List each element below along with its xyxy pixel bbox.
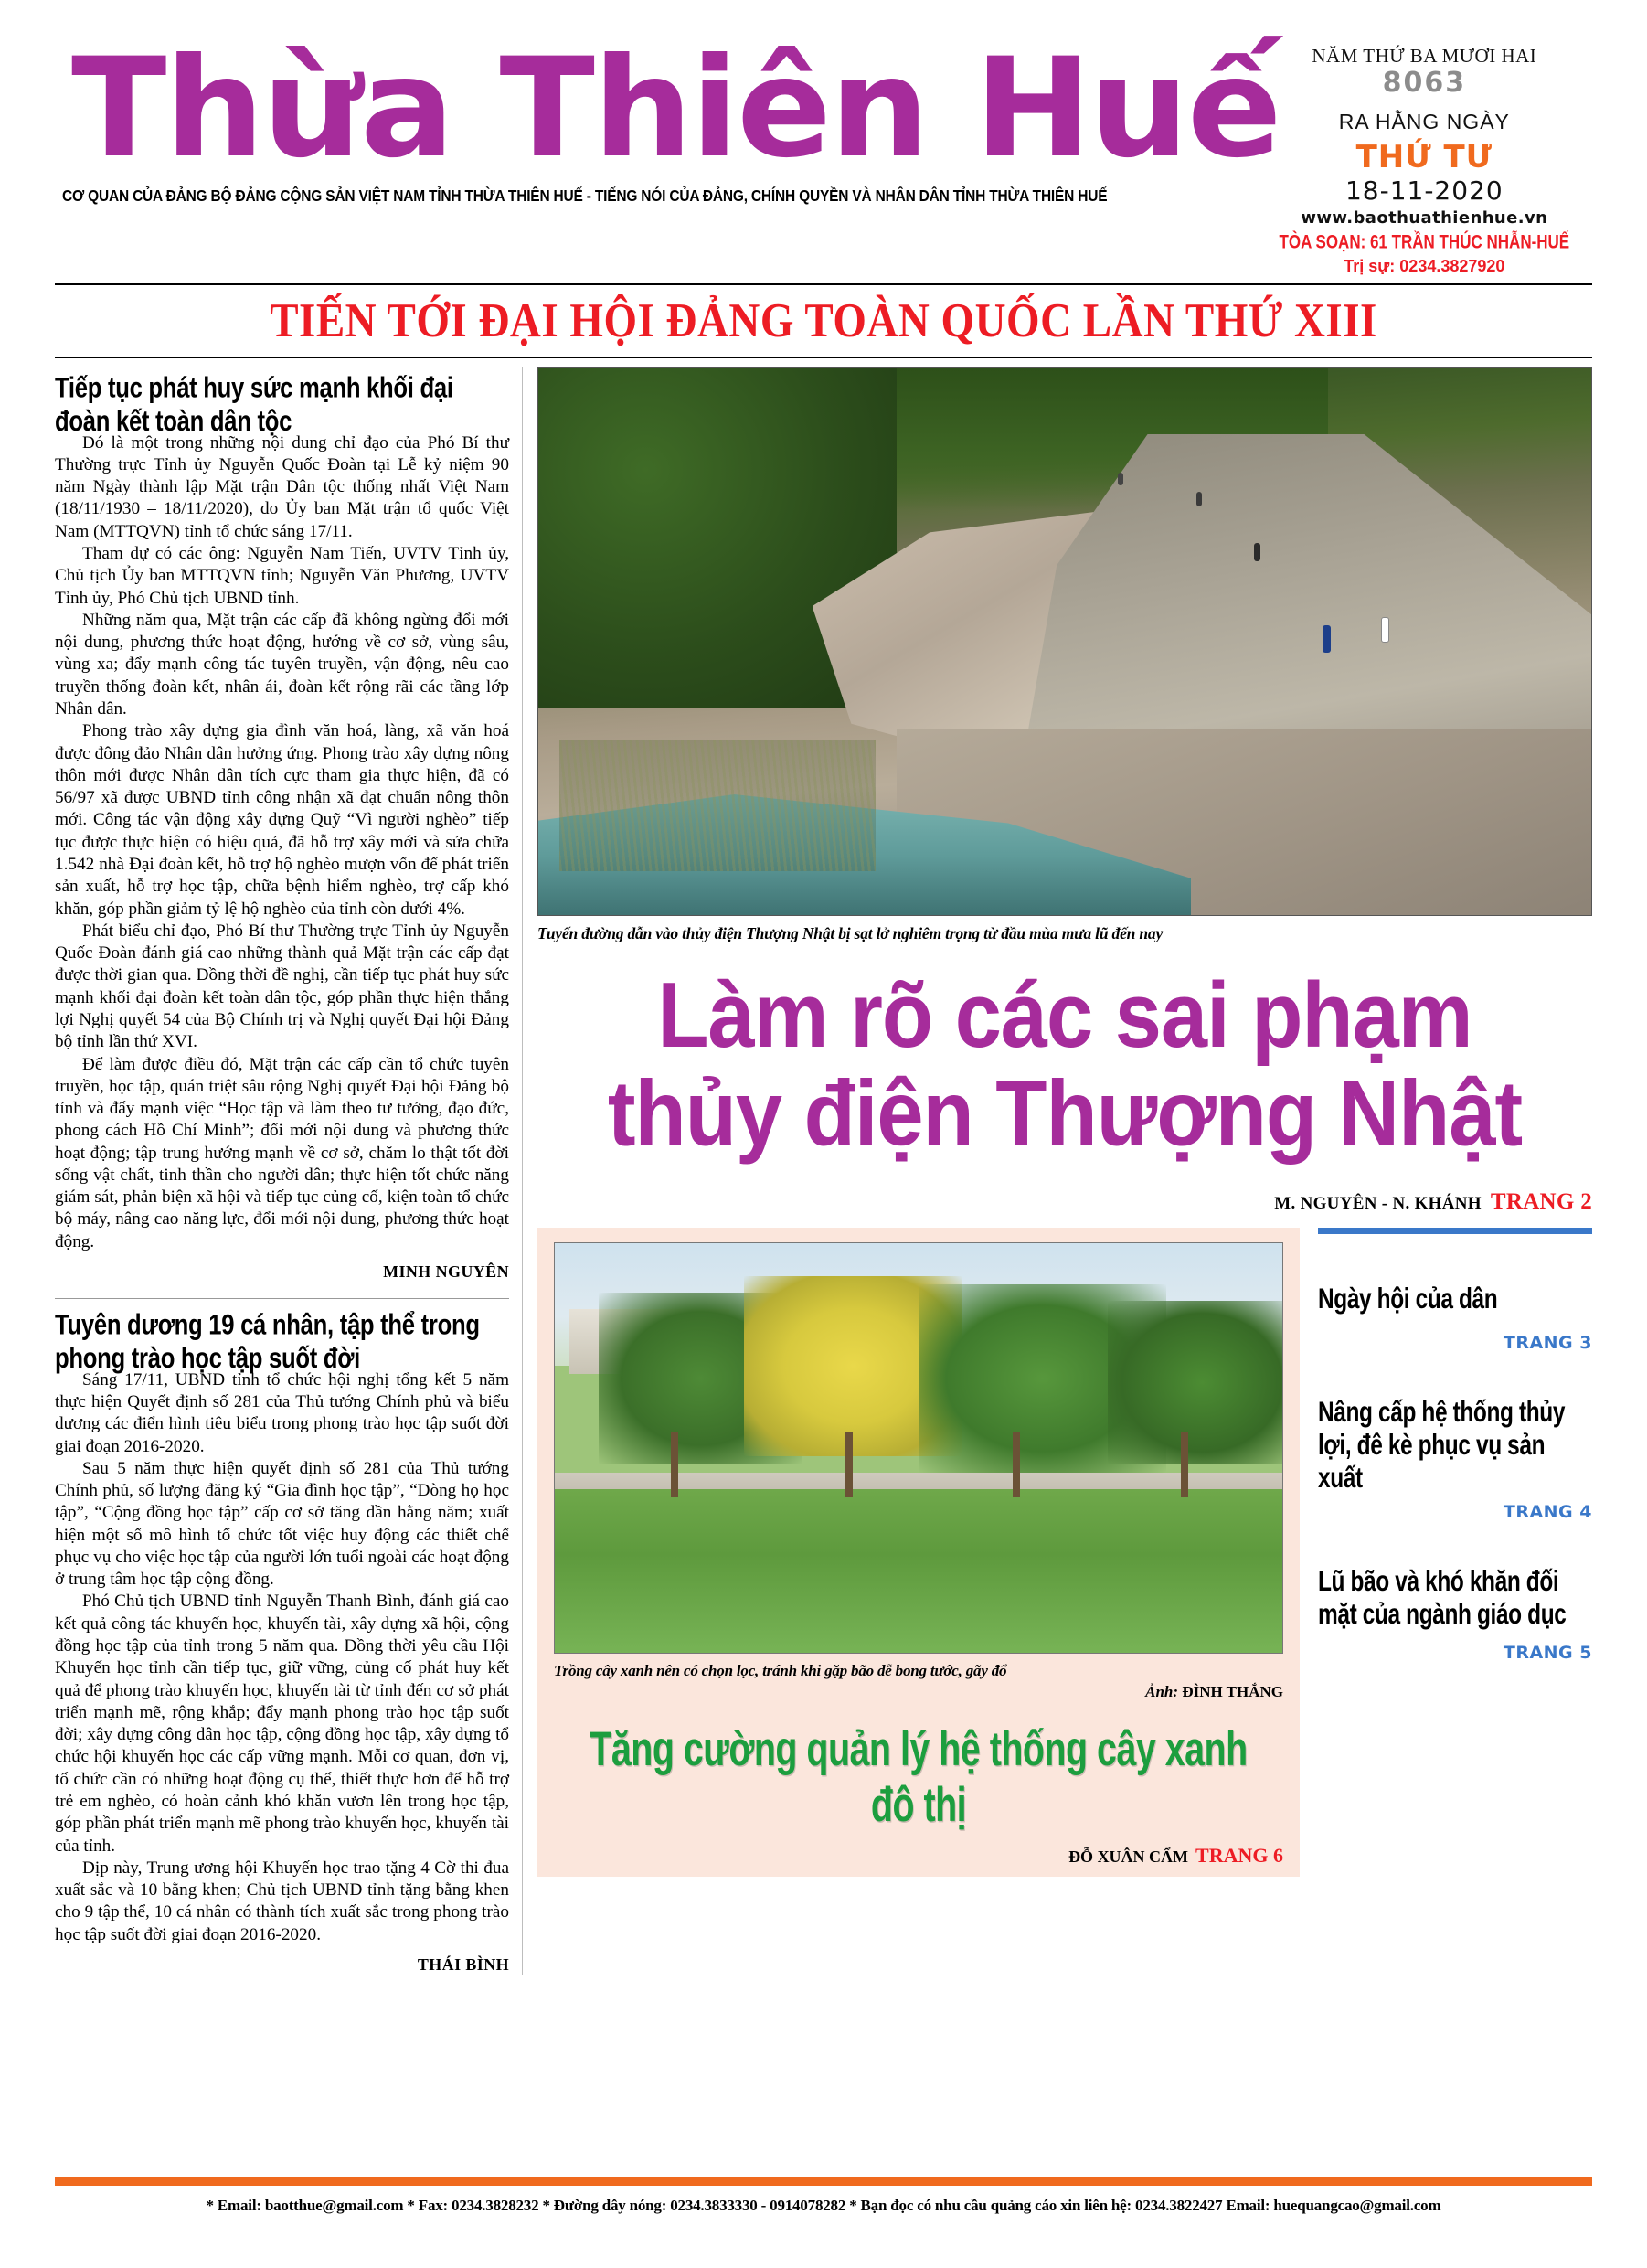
photo2-tree-trunk (1013, 1432, 1020, 1497)
paragraph: Đó là một trong những nội dung chỉ đạo của Phó Bí thư Thường trực Tỉnh ủy Nguyễn Quốc Đoàn tại Lễ kỷ niệm 90 năm Ngày thành lập Mặt trận Dân tộc thống nhất Việt Nam (18/11/1930 – 18/11/2020), do Ủy ban Mặt trận tổ quốc Việt Nam (MTTQVN) tỉnh tổ chức sáng 17/11. (55, 432, 509, 541)
lower-section (537, 1228, 1592, 1877)
paragraph: Sáng 17/11, UBND tỉnh tổ chức hội nghị tổng kết 5 năm thực hiện Quyết định số 281 của Thủ tướng Chính phủ và biểu dương các điển hình tiêu biểu trong phong trào học tập suốt đời giai đoạn 2016-2020. (55, 1369, 509, 1456)
paragraph: Phó Chủ tịch UBND tỉnh Nguyễn Thanh Bình, đánh giá cao kết quả công tác khuyến học, khuyến tài, xây dựng xã hội, cộng đồng học tập của tỉnh trong 5 năm qua. Đồng thời yêu cầu Hội Khuyến học tỉnh cần tiếp tục, giữ vững, củng cố phát huy kết quả để phong trào khuyến học, khuyến tài từ tỉnh đến cơ sở phát triển mạnh mẽ, rộng khắp; đẩy mạnh phong trào học tập suốt đời; xây dựng công dân học tập, cộng đồng học tập, xây dựng tổ chức hội khuyến học các cấp vững mạnh. Mỗi cơ quan, đơn vị, tổ chức cần có những hoạt động cụ thể, thiết thực hơn để hỗ trợ trẻ em nghèo, có hoàn cảnh khó khăn vươn lên trong học tập, góp phần phát triển mạnh mẽ phong trào khuyến học, khuyến tài của tỉnh. (55, 1592, 509, 1856)
page-footer (55, 2177, 1592, 2215)
teaser-page-ref[interactable]: TRANG 4 (1503, 1501, 1592, 1522)
issue-number: 8063 (1382, 67, 1467, 100)
article-2 (55, 1308, 509, 1975)
left-column (55, 367, 523, 1975)
main-story-page-ref[interactable]: TRANG 2 (1490, 1189, 1592, 1215)
publication-date: 18-11-2020 (1344, 176, 1504, 207)
banner-bottom-rule (55, 357, 1592, 358)
masthead-left (55, 27, 1280, 206)
office-phone: Trị sự: 0234.3827920 (1344, 256, 1505, 275)
publication-year-line: NĂM THỨ BA MƯƠI HAI (1312, 45, 1537, 67)
teaser-title: Lũ bão và khó khăn đối mặt của ngành giáo dục (1318, 1563, 1567, 1630)
main-headline-line-2: thủy điện Thượng Nhật (607, 1061, 1523, 1166)
article-1-headline[interactable]: Tiếp tục phát huy sức mạnh khối đại đoàn kết toàn dân tộc (55, 371, 453, 438)
paragraph: Để làm được điều đó, Mặt trận các cấp cần tổ chức tuyên truyền, học tập, quán triệt sâu rộng Nghị quyết Đại hội Đảng bộ tỉnh và đẩy mạnh việc “Học tập và làm theo tư tưởng, đạo đức, phong cách Hồ Chí Minh”; đổi mới nội dung và phương thức hoạt động; tập trung hướng mạnh về cơ sở, chăm lo thật tốt đời sống vật chất, tinh thần cho người dân; thực hiện tốt chức năng giám sát, phản biện xã hội và tiếp tục củng cố, kiện toàn tổ chức bộ máy, nâng cao năng lực, đổi mới nội dung, phương thức hoạt động. (55, 1054, 509, 1251)
website-url[interactable]: www.baothuathienhue.vn (1301, 208, 1548, 228)
article-2-byline: THÁI BÌNH (417, 1954, 509, 1974)
bottom-byline: ĐỖ XUÂN CẨM (1068, 1847, 1189, 1867)
photo-person (1196, 492, 1202, 506)
office-address: TÒA SOẠN: 61 TRẦN THÚC NHẪN-HUẾ (1279, 230, 1570, 253)
bottom-headline[interactable]: Tăng cường quản lý hệ thống cây xanh đô thị (590, 1721, 1248, 1832)
newspaper-title: Thừa Thiên Huế (71, 29, 1280, 188)
photo-brush (559, 740, 876, 872)
bottom-byline-row (554, 1844, 1283, 1868)
article-1-body (55, 432, 509, 1253)
photo-credit-name: ĐÌNH THẮNG (1182, 1683, 1283, 1701)
campaign-banner (55, 283, 1592, 358)
teaser-item[interactable] (1318, 1282, 1592, 1353)
paragraph: Dịp này, Trung ương hội Khuyến học trao tặng 4 Cờ thi đua xuất sắc và 10 bằng khen; Chủ tịch UBND tỉnh tặng bằng khen cho 9 tập thể, 10 cá nhân có thành tích xuất sắc trong phong trào học tập suốt đời giai đoạn 2016-2020. (55, 1858, 509, 1944)
bottom-story (537, 1228, 1300, 1877)
teaser-title: Nâng cấp hệ thống thủy lợi, đê kè phục vụ sản xuất (1318, 1395, 1566, 1495)
bottom-photo-park (554, 1242, 1283, 1654)
paragraph: Tham dự có các ông: Nguyễn Nam Tiến, UVTV Tỉnh ủy, Chủ tịch Ủy ban MTTQVN tỉnh; Nguyễn Văn Phương, UVTV Tỉnh ủy, Phó Chủ tịch UBND tỉnh. (55, 544, 509, 608)
paragraph: Sau 5 năm thực hiện quyết định số 281 của Thủ tướng Chính phủ, số lượng đăng ký “Gia đình học tập”, “Dòng họ học tập”, “Cộng đồng học tập” cấp cơ sở tăng dần hằng năm; xuất hiện một số mô hình tổ chức tốt việc huy động các thiết chế phục vụ cho việc học tập của người lớn tuổi ngoài các hoạt động ở trung tâm học tập cộng đồng. (55, 1458, 509, 1590)
teaser-column (1300, 1228, 1592, 1877)
photo-credit-label: Ảnh: (1145, 1683, 1179, 1701)
banner-text: TIẾN TỚI ĐẠI HỘI ĐẢNG TOÀN QUỐC LẦN THỨ XIII (270, 294, 1377, 348)
main-column (523, 367, 1592, 1975)
main-story-byline: M. NGUYÊN - N. KHÁNH (1274, 1194, 1482, 1214)
article-1 (55, 371, 509, 1282)
column-divider (55, 1298, 509, 1299)
teaser-top-rule (1318, 1228, 1592, 1234)
photo2-tree-trunk (845, 1432, 853, 1497)
photo2-lawn (555, 1489, 1282, 1653)
masthead (55, 27, 1592, 274)
paragraph: Phát biểu chỉ đạo, Phó Bí thư Thường trực Tỉnh ủy Nguyễn Quốc Đoàn đánh giá cao những thành quả Mặt trận các cấp đạt được thời gian qua. Đồng thời đề nghị, cần tiếp tục phát huy sức mạnh khối đại đoàn kết toàn dân tộc, góp phần thực hiện thắng lợi Nghị quyết 54 của Bộ Chính trị và Nghị quyết Đại hội Đảng bộ tỉnh lần thứ XVI. (55, 921, 509, 1052)
main-photo-landslide (537, 367, 1592, 916)
teaser-page-ref[interactable]: TRANG 5 (1503, 1642, 1592, 1663)
weekday-label: THỨ TƯ (1355, 138, 1493, 176)
teaser-item[interactable] (1318, 1564, 1592, 1663)
photo2-tree-trunk (671, 1432, 678, 1497)
paragraph: Những năm qua, Mặt trận các cấp đã không ngừng đổi mới nội dung, phương thức hoạt động, hướng về cơ sở, vùng sâu, vùng xa; đẩy mạnh công tác tuyên truyền, vận động, nêu cao truyền thống đoàn kết, nhân ái, đoàn kết rộng rãi các tầng lớp Nhân dân. (55, 610, 509, 719)
main-headline[interactable] (537, 964, 1592, 1166)
article-2-headline[interactable]: Tuyên dương 19 cá nhân, tập thể trong phong trào học tập suốt đời (55, 1308, 480, 1375)
publication-frequency: RA HẰNG NGÀY (1338, 109, 1510, 133)
article-1-byline: MINH NGUYÊN (383, 1262, 509, 1282)
article-2-body (55, 1369, 509, 1946)
bottom-photo-caption: Trồng cây xanh nên có chọn lọc, tránh khi gặp bão dễ bong tước, gãy đổ (554, 1662, 1007, 1680)
main-headline-line-1: Làm rõ các sai phạm (657, 964, 1472, 1067)
footer-contact-line: * Email: baotthue@gmail.com * Fax: 0234.3828232 * Đường dây nóng: 0234.3833330 - 0914078282 * Bạn đọc có nhu cầu quảng cáo xin liên hệ: 0234.3822427 Email: huequangcao@gmail.com (206, 2197, 1441, 2214)
masthead-subtitle: CƠ QUAN CỦA ĐẢNG BỘ ĐẢNG CỘNG SẢN VIỆT NAM TỈNH THỪA THIÊN HUẾ - TIẾNG NÓI CỦA ĐẢNG, CHÍNH QUYỀN VÀ NHÂN DÂN TỈNH THỪA THIÊN HUẾ (62, 186, 1108, 206)
photo2-tree-trunk (1181, 1432, 1188, 1497)
footer-orange-bar (55, 2177, 1592, 2186)
photo-person (1323, 625, 1331, 653)
masthead-info-block (1257, 27, 1592, 274)
bottom-page-ref[interactable]: TRANG 6 (1195, 1844, 1283, 1868)
photo-person (1381, 617, 1389, 643)
teaser-page-ref[interactable]: TRANG 3 (1503, 1333, 1592, 1354)
photo2-green-tree (1108, 1301, 1283, 1464)
page-content (55, 367, 1592, 1975)
teaser-title: Ngày hội của dân (1318, 1282, 1498, 1315)
bottom-photo-credit-row (554, 1683, 1283, 1701)
photo-person (1118, 473, 1123, 485)
teaser-item[interactable] (1318, 1395, 1592, 1521)
main-story-byline-row (537, 1189, 1592, 1215)
main-photo-caption: Tuyến đường dẫn vào thủy điện Thượng Nhật bị sạt lở nghiêm trọng từ đầu mùa mưa lũ đến nay (537, 924, 1164, 942)
photo-person (1254, 543, 1260, 561)
paragraph: Phong trào xây dựng gia đình văn hoá, làng, xã văn hoá được đông đảo Nhân dân hưởng ứng. Phong trào xây dựng nông thôn mới được Nhân dân tích cực tham gia thực hiện, đã có 56/97 xã được UBND tỉnh công nhận xã đạt chuẩn nông thôn mới. Công tác vận động xây dựng Quỹ “Vì người nghèo” tiếp tục được thực hiện có hiệu quả, đã hỗ trợ xây mới và sửa chữa 1.542 nhà Đại đoàn kết, hỗ trợ hộ nghèo mượn vốn để phát triển sản xuất, hỗ trợ học tập, chữa bệnh hiểm nghèo, trợ cấp khó khăn, góp phần giảm tỷ lệ hộ nghèo của tỉnh còn dưới 4%. (55, 721, 509, 919)
